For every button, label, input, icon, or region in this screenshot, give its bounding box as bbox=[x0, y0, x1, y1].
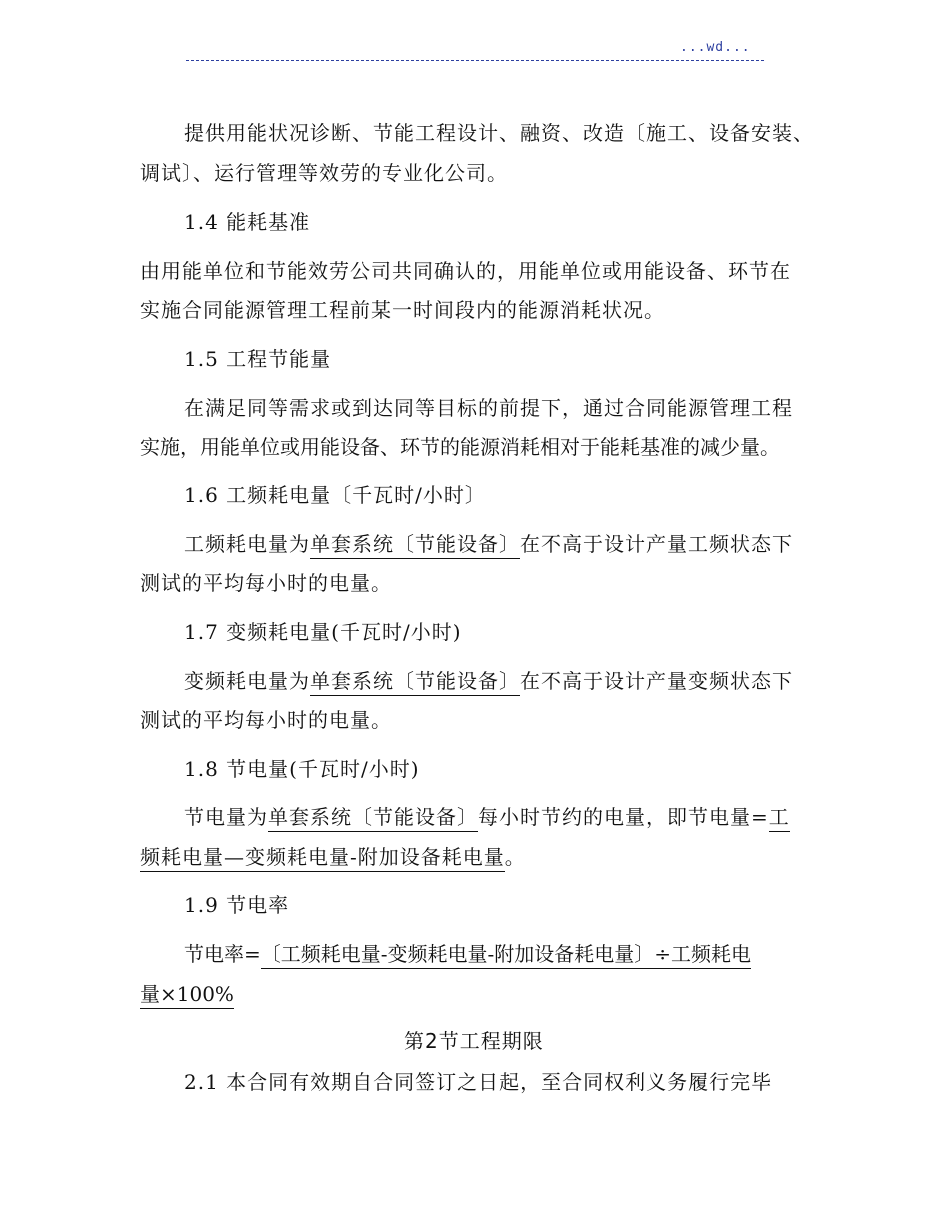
text-span: 在不高于设计产量变频状态下 bbox=[520, 669, 793, 693]
paragraph-line: 在满足同等需求或到达同等目标的前提下，通过合同能源管理工程 bbox=[184, 396, 793, 420]
paragraph-line: 提供用能状况诊断、节能工程设计、融资、改造〔施工、设备安装、 bbox=[184, 121, 814, 145]
section-heading-1-9: 1.9 节电率 bbox=[184, 893, 290, 917]
header-dashed-rule bbox=[186, 60, 764, 61]
underlined-formula: 〔工频耗电量-变频耗电量-附加设备耗电量〕÷工频耗电 bbox=[261, 942, 751, 969]
section-heading-1-6: 1.6 工频耗电量〔千瓦时/小时〕 bbox=[184, 483, 486, 507]
underlined-term: 单套系统〔节能设备〕 bbox=[310, 532, 520, 559]
section-heading-1-8: 1.8 节电量(千瓦时/小时) bbox=[184, 757, 420, 781]
paragraph-line: 实施合同能源管理工程前某一时间段内的能源消耗状况。 bbox=[140, 298, 665, 322]
paragraph-line: 测试的平均每小时的电量。 bbox=[140, 571, 392, 595]
text-span: 工频耗电量为 bbox=[184, 532, 310, 556]
text-span: 每小时节约的电量，即节电量= bbox=[478, 805, 769, 829]
paragraph-line: 调试〕、运行管理等效劳的专业化公司。 bbox=[140, 161, 508, 185]
text-span: 。 bbox=[504, 845, 526, 869]
underlined-term: 单套系统〔节能设备〕 bbox=[268, 805, 478, 832]
section-heading-1-7: 1.7 变频耗电量(千瓦时/小时) bbox=[184, 620, 462, 644]
paragraph-line: 由用能单位和节能效劳公司共同确认的，用能单位或用能设备、环节在 bbox=[140, 259, 791, 283]
paragraph-line bbox=[140, 981, 234, 1007]
paragraph-line bbox=[184, 531, 793, 557]
paragraph-line bbox=[184, 804, 790, 830]
text-span: 在不高于设计产量工频状态下 bbox=[520, 532, 793, 556]
underlined-term: 单套系统〔节能设备〕 bbox=[310, 669, 520, 696]
text-span: 节电率= bbox=[184, 942, 261, 966]
section-title: 第2节工程期限 bbox=[404, 1029, 544, 1053]
paragraph-line bbox=[140, 844, 526, 870]
header-mark: ...wd... bbox=[680, 40, 751, 55]
paragraph-line bbox=[184, 941, 751, 967]
underlined-formula: 频耗电量—变频耗电量-附加设备耗电量 bbox=[140, 845, 505, 872]
paragraph-line: 测试的平均每小时的电量。 bbox=[140, 708, 392, 732]
text-span: 变频耗电量为 bbox=[184, 669, 310, 693]
text-span: 节电量为 bbox=[184, 805, 268, 829]
section-heading-1-4: 1.4 能耗基准 bbox=[184, 210, 311, 234]
paragraph-line bbox=[184, 668, 793, 694]
section-heading-1-5: 1.5 工程节能量 bbox=[184, 347, 332, 371]
underlined-formula: 量×100% bbox=[140, 982, 234, 1009]
paragraph-line: 2.1 本合同有效期自合同签订之日起，至合同权利义务履行完毕 bbox=[184, 1070, 773, 1094]
underlined-term: 工 bbox=[769, 805, 790, 832]
paragraph-line: 实施，用能单位或用能设备、环节的能源消耗相对于能耗基准的减少量。 bbox=[140, 435, 780, 459]
